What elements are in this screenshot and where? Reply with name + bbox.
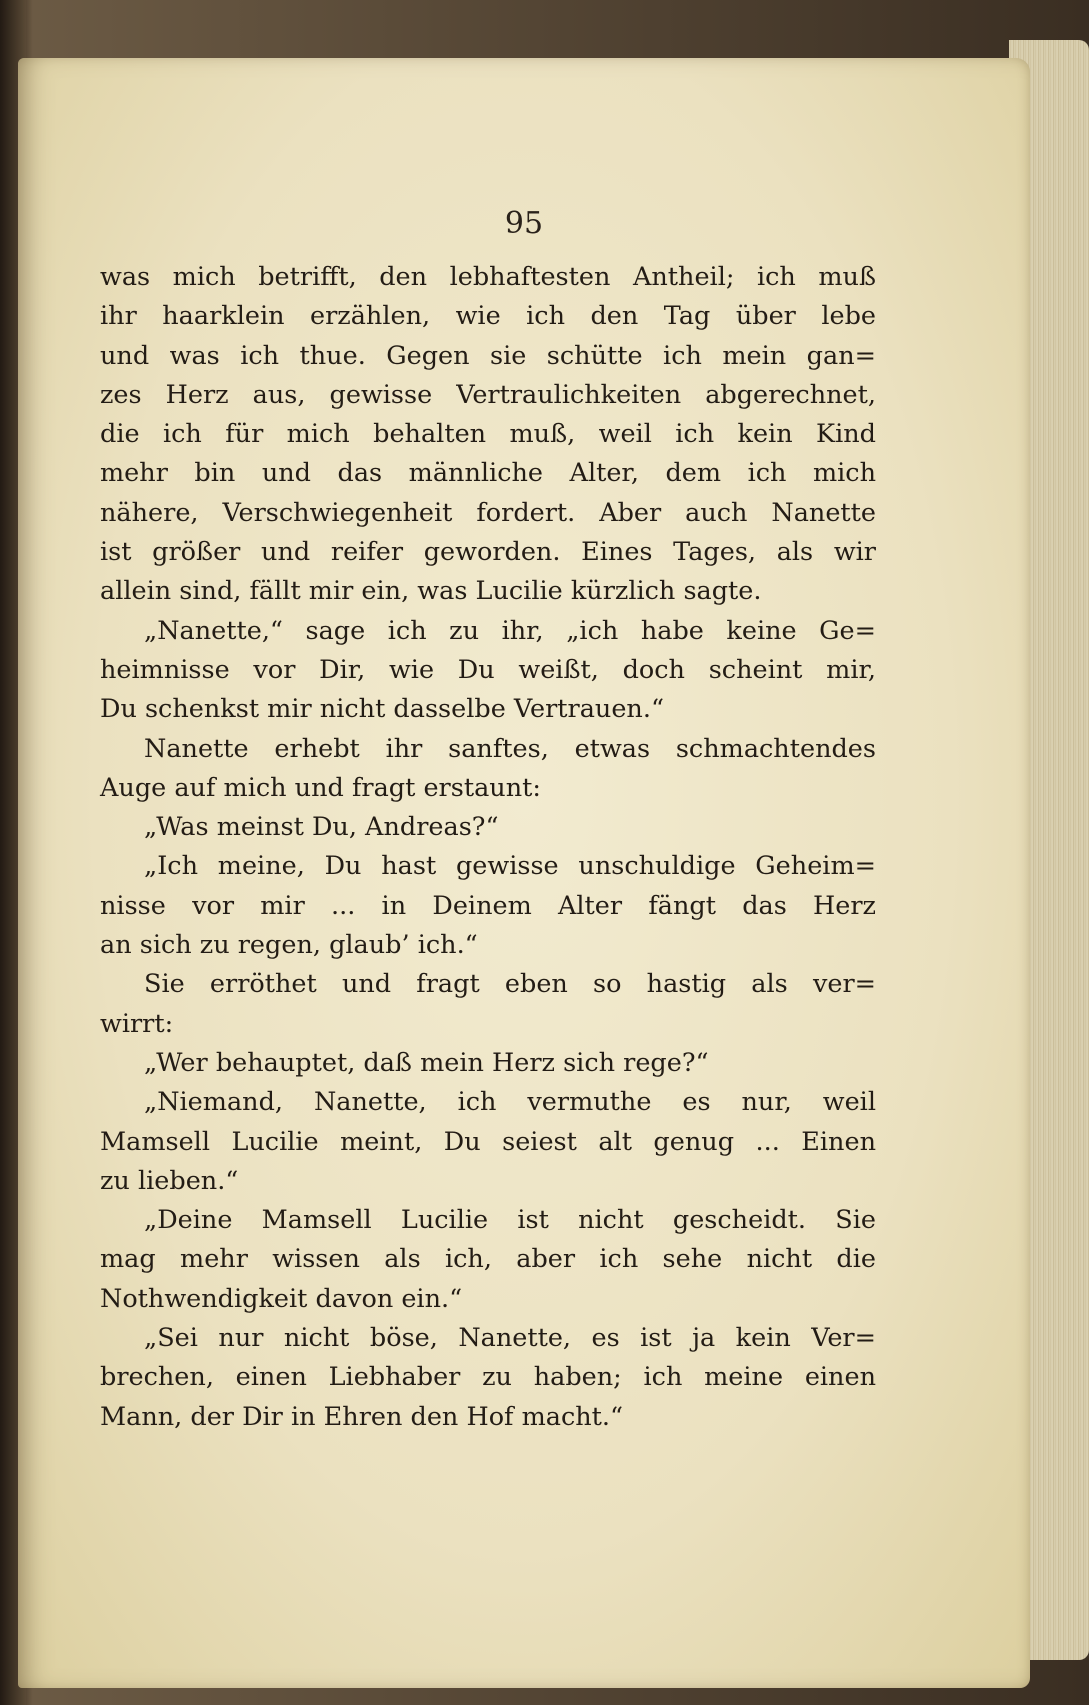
text-line: „Ich meine, Du hast gewisse unschuldige Geheim= [144, 851, 876, 882]
page-number: 95 [504, 206, 544, 241]
text-line: „Niemand, Nanette, ich vermuthe es nur, weil [144, 1087, 876, 1118]
text-line: heimnisse vor Dir, wie Du weißt, doch scheint mir, [100, 654, 876, 685]
text-line: Sie erröthet und fragt eben so hastig als ver= [144, 969, 876, 1000]
text-line: nähere, Verschwiegenheit fordert. Aber auch Nanette [100, 497, 876, 528]
text-line: „Deine Mamsell Lucilie ist nicht gescheidt. Sie [144, 1205, 876, 1236]
text-line: wirrt: [100, 1008, 174, 1039]
text-line: ihr haarklein erzählen, wie ich den Tag über lebe [100, 301, 876, 332]
text-line: Mamsell Lucilie meint, Du seiest alt genug ... Einen [100, 1126, 876, 1157]
text-line: allein sind, fällt mir ein, was Lucilie kürzlich sagte. [100, 576, 762, 607]
text-line: zu lieben.“ [100, 1165, 239, 1196]
body-text [100, 258, 876, 1437]
text-line: „Sei nur nicht böse, Nanette, es ist ja kein Ver= [144, 1323, 876, 1354]
text-line: Du schenkst mir nicht dasselbe Vertrauen.“ [100, 694, 664, 725]
text-line: was mich betrifft, den lebhaftesten Antheil; ich muß [100, 262, 876, 292]
text-line: brechen, einen Liebhaber zu haben; ich meine einen [100, 1362, 876, 1393]
text-line: Nanette erhebt ihr sanftes, etwas schmachtendes [144, 733, 876, 764]
text-line: Mann, der Dir in Ehren den Hof macht.“ [100, 1401, 624, 1432]
text-line: Nothwendigkeit davon ein.“ [100, 1283, 463, 1314]
text-line: und was ich thue. Gegen sie schütte ich mein gan= [100, 340, 876, 371]
text-line: zes Herz aus, gewisse Vertraulichkeiten abgerechnet, [100, 379, 876, 410]
text-line: „Was meinst Du, Andreas?“ [144, 812, 499, 843]
text-line: „Nanette,“ sage ich zu ihr, „ich habe keine Ge= [144, 615, 876, 646]
text-line: ist größer und reifer geworden. Eines Tages, als wir [100, 537, 876, 568]
text-line: „Wer behauptet, daß mein Herz sich rege?“ [144, 1047, 709, 1078]
text-line: mehr bin und das männliche Alter, dem ich mich [100, 458, 876, 489]
text-line: nisse vor mir ... in Deinem Alter fängt das Herz [100, 890, 876, 921]
text-line: die ich für mich behalten muß, weil ich kein Kind [100, 419, 876, 450]
book-page [18, 58, 1030, 1688]
text-line: an sich zu regen, glaub’ ich.“ [100, 930, 478, 961]
text-line: Auge auf mich und fragt erstaunt: [100, 772, 541, 803]
text-line: mag mehr wissen als ich, aber ich sehe nicht die [100, 1244, 876, 1275]
